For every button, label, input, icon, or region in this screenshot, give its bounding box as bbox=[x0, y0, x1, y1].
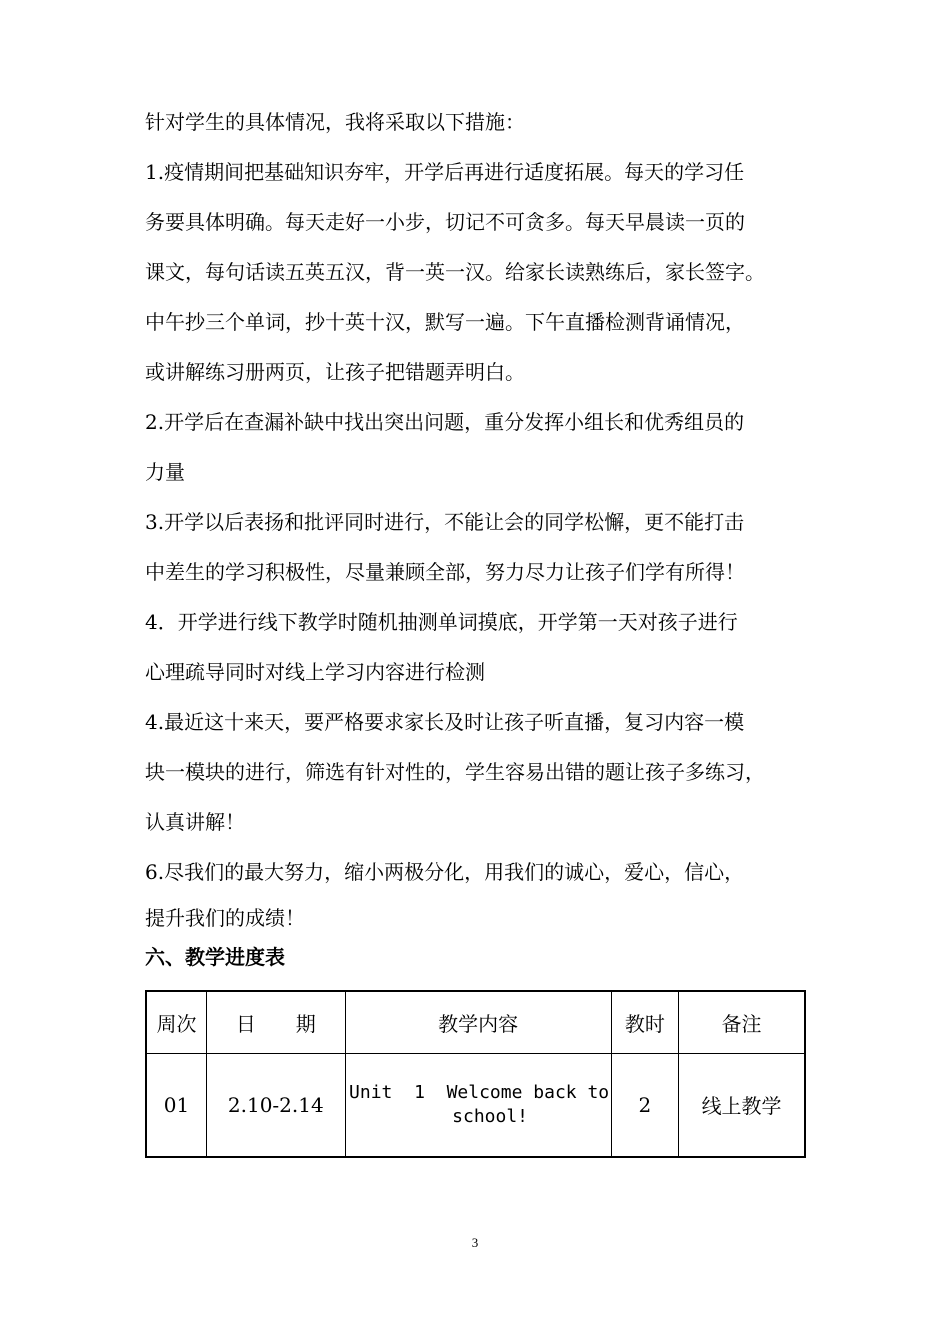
paragraph-line: 6.尽我们的最大努力，缩小两极分化，用我们的诚心，爱心，信心， bbox=[145, 860, 745, 884]
header-week: 周次 bbox=[146, 991, 206, 1053]
content-line: Unit 1 Welcome back to bbox=[349, 1081, 610, 1103]
paragraph-line: 块一模块的进行，筛选有针对性的，学生容易出错的题让孩子多练习， bbox=[145, 760, 765, 784]
paragraph-line: 4.最近这十来天，要严格要求家长及时让孩子听直播，复习内容一模 bbox=[145, 710, 745, 734]
header-content: 教学内容 bbox=[345, 991, 611, 1053]
cell-content bbox=[345, 1053, 611, 1157]
cell-date: 2.10-2.14 bbox=[206, 1053, 345, 1157]
paragraph-line: 3.开学以后表扬和批评同时进行，不能让会的同学松懈，更不能打击 bbox=[145, 510, 745, 534]
page-number: 3 bbox=[471, 1235, 479, 1250]
content-line: school! bbox=[452, 1105, 529, 1127]
paragraph-line: 4．开学进行线下教学时随机抽测单词摸底，开学第一天对孩子进行 bbox=[145, 610, 738, 634]
paragraph-line: 中差生的学习积极性，尽量兼顾全部，努力尽力让孩子们学有所得！ bbox=[145, 560, 745, 584]
cell-hours: 2 bbox=[611, 1053, 679, 1157]
header-date: 日 期 bbox=[206, 991, 345, 1053]
paragraph-line: 提升我们的成绩！ bbox=[145, 906, 305, 930]
paragraph-line: 1.疫情期间把基础知识夯牢，开学后再进行适度拓展。每天的学习任 bbox=[145, 160, 745, 184]
paragraph-line: 或讲解练习册两页，让孩子把错题弄明白。 bbox=[145, 360, 525, 384]
table-header-row bbox=[146, 991, 805, 1053]
section-heading: 六、教学进度表 bbox=[145, 945, 285, 969]
paragraph-line: 力量 bbox=[145, 460, 185, 484]
paragraph-line: 课文，每句话读五英五汉，背一英一汉。给家长读熟练后，家长签字。 bbox=[145, 260, 765, 284]
paragraph-line: 心理疏导同时对线上学习内容进行检测 bbox=[145, 660, 485, 684]
cell-notes: 线上教学 bbox=[679, 1053, 805, 1157]
schedule-table bbox=[145, 990, 806, 1158]
paragraph-line: 2.开学后在查漏补缺中找出突出问题，重分发挥小组长和优秀组员的 bbox=[145, 410, 745, 434]
table-row bbox=[146, 1053, 805, 1157]
paragraph-line: 务要具体明确。每天走好一小步，切记不可贪多。每天早晨读一页的 bbox=[145, 210, 745, 234]
paragraph-line: 认真讲解！ bbox=[145, 810, 245, 834]
cell-week: 01 bbox=[146, 1053, 206, 1157]
header-hours: 教时 bbox=[611, 991, 679, 1053]
paragraph-line: 针对学生的具体情况，我将采取以下措施： bbox=[145, 110, 525, 134]
paragraph-line: 中午抄三个单词，抄十英十汉，默写一遍。下午直播检测背诵情况， bbox=[145, 310, 745, 334]
header-notes: 备注 bbox=[679, 991, 805, 1053]
